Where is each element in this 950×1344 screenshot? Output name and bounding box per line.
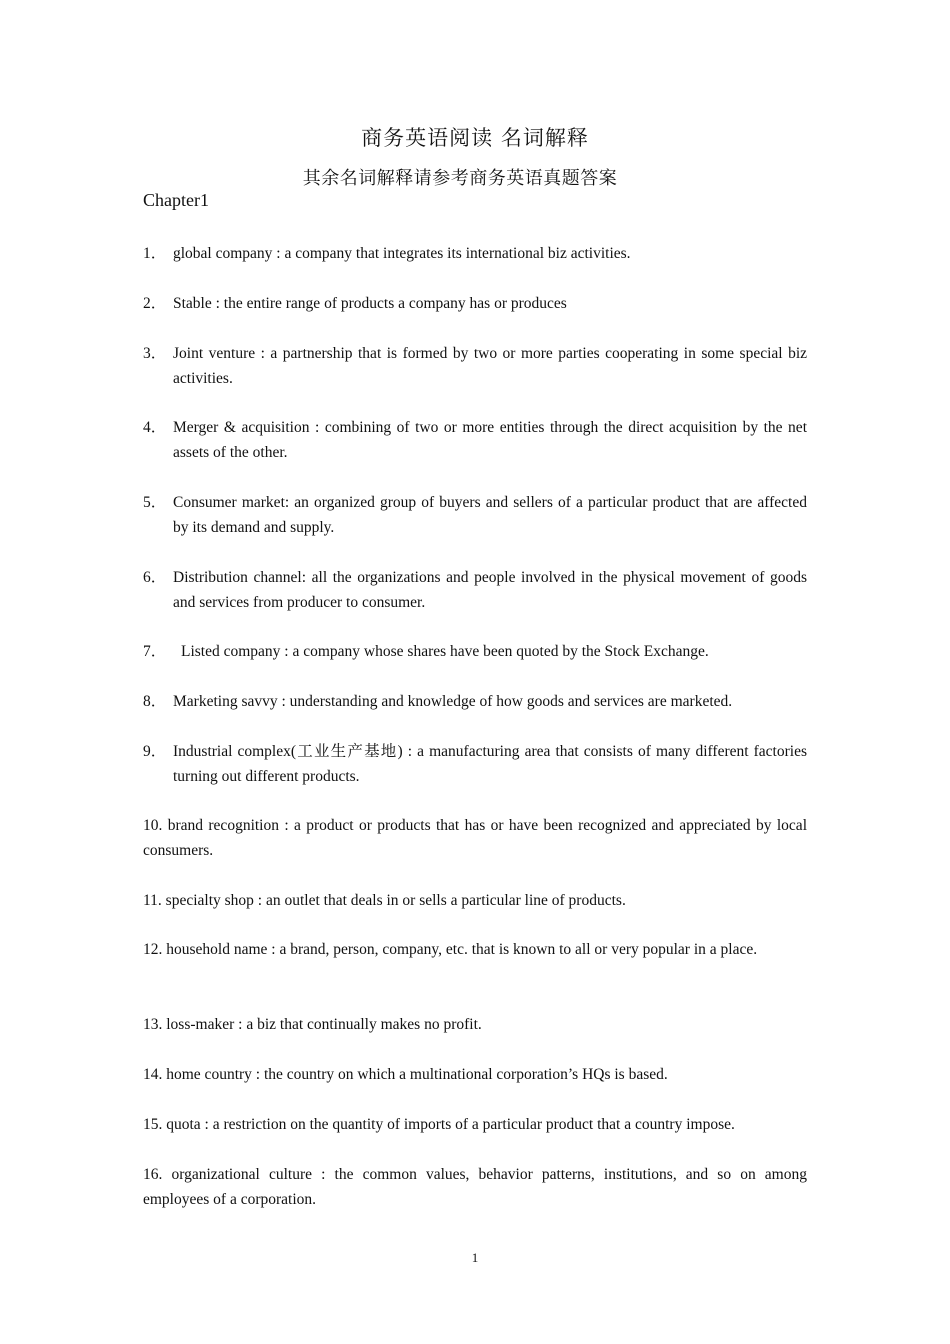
entry-number: 2． [143,295,167,312]
entry-number: 4． [143,419,167,436]
glossary-entry [143,565,807,615]
entry-text: Consumer market: an organized group of buyers and sellers of a particular product that are affected by its demand and supply. [173,494,807,536]
page-number: 1 [471,1250,479,1265]
entry-text: Stable : the entire range of products a company has or produces [173,295,567,312]
entry-number: 9． [143,743,167,760]
entry-number: 7． [143,643,167,660]
glossary-entry: 12. household name : a brand, person, company, etc. that is known to all or very popular in a place. [143,941,758,958]
glossary-entry [143,739,807,789]
entry-text: Listed company : a company whose shares have been quoted by the Stock Exchange. [181,643,709,660]
glossary-entry [143,415,807,465]
entry-number: 6． [143,569,167,586]
glossary-entry: 11. specialty shop : an outlet that deals in or sells a particular line of products. [143,892,626,909]
glossary-entry: 15. quota : a restriction on the quantity of imports of a particular product that a country impose. [143,1116,735,1133]
glossary-entry [143,689,807,714]
glossary-entry [143,490,807,540]
entry-number: 1． [143,245,167,262]
glossary-entry: 14. home country : the country on which a multinational corporation’s HQs is based. [143,1066,668,1083]
entry-text: global company : a company that integrates its international biz activities. [173,245,631,262]
entry-text: Merger & acquisition : combining of two or more entities through the direct acquisition by the net assets of the other. [173,419,807,461]
entry-number: 5． [143,494,167,511]
glossary-entry: 16. organizational culture : the common values, behavior patterns, institutions, and so on among employees of a corporation. [143,1166,807,1208]
chapter-heading: Chapter1 [143,190,209,210]
glossary-entry [143,291,807,316]
entry-text: Joint venture : a partnership that is formed by two or more parties cooperating in some special biz activities. [173,345,807,387]
entry-number: 8． [143,693,167,710]
page-title: 商务英语阅读 名词解释 [361,126,589,150]
glossary-entry [143,341,807,391]
glossary-entry [143,241,807,266]
glossary-entry: 10. brand recognition : a product or products that has or have been recognized and appreciated by local consumers. [143,817,807,859]
entry-number: 3． [143,345,167,362]
entry-text: Distribution channel: all the organizations and people involved in the physical movement of goods and services from producer to consumer. [173,569,807,611]
page-subtitle: 其余名词解释请参考商务英语真题答案 [302,168,618,188]
entry-text: Marketing savvy : understanding and knowledge of how goods and services are marketed. [173,693,733,710]
entry-text: Industrial complex(工业生产基地) : a manufacturing area that consists of many different factories turning out different products. [173,743,807,785]
glossary-entry: 13. loss-maker : a biz that continually makes no profit. [143,1016,482,1033]
glossary-entry [143,639,807,664]
